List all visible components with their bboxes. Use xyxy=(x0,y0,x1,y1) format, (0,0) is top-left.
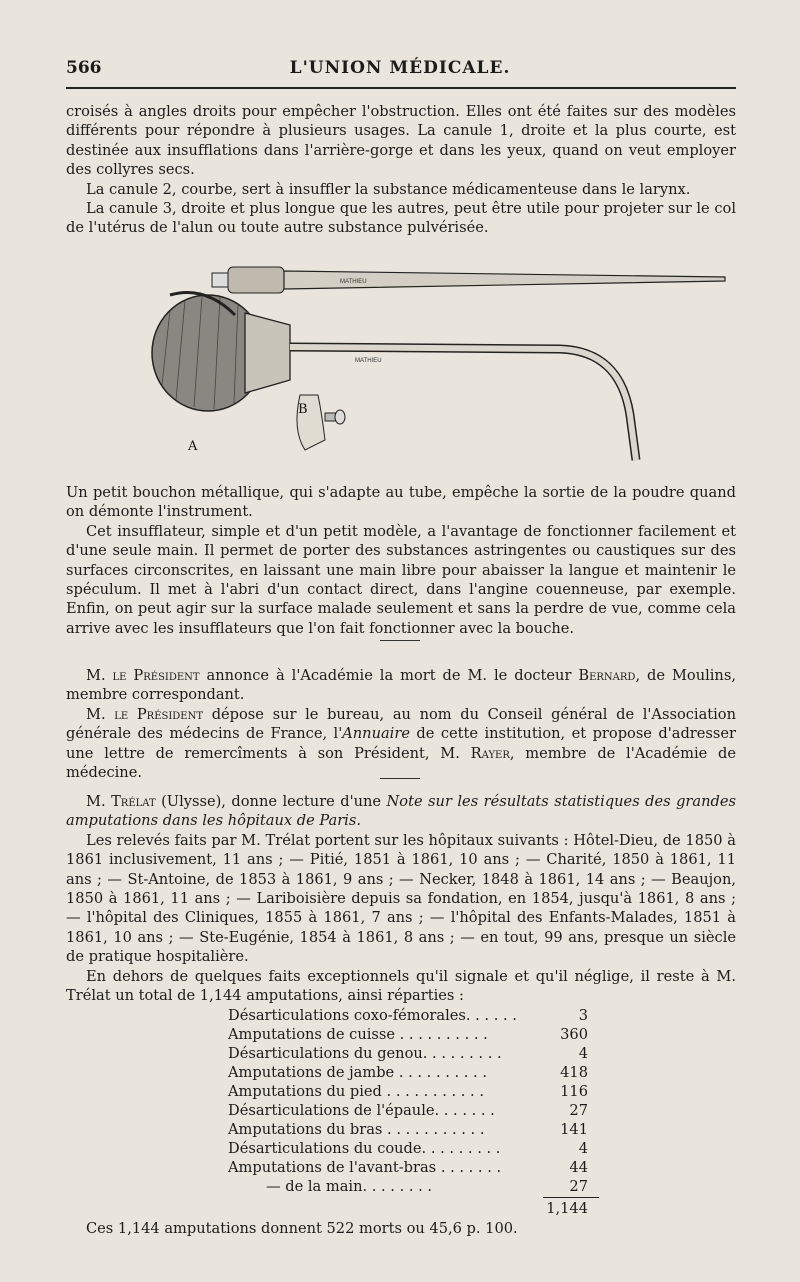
table-row: Amputations de l'avant-bras . . . . . . . 44 xyxy=(228,1159,588,1176)
total-rule xyxy=(543,1197,599,1198)
table-row: — de la main. . . . . . . . 27 xyxy=(266,1178,588,1195)
section-rule xyxy=(380,778,420,779)
table-row: Désarticulations du genou. . . . . . . . . 4 xyxy=(228,1045,588,1062)
table-row: Amputations de cuisse . . . . . . . . . . 360 xyxy=(228,1026,588,1043)
paragraph: M. le Président annonce à l'Académie la mort de M. le docteur Bernard, de Moulins, membre correspondant. xyxy=(66,667,736,704)
table-row: Désarticulations de l'épaule. . . . . . . 27 xyxy=(228,1102,588,1119)
table-row: Désarticulations du coude. . . . . . . . . 4 xyxy=(228,1140,588,1157)
table-total: 1,144 xyxy=(546,1200,588,1217)
table-row: Désarticulations coxo-fémorales. . . . . . 3 xyxy=(228,1007,588,1024)
cannula-description xyxy=(66,102,736,238)
paragraph: En dehors de quelques faits exceptionnels qu'il signale et qu'il néglige, il reste à M. Trélat un total de 1,144 amputations, ainsi réparties : xyxy=(66,967,736,1005)
page-number: 566 xyxy=(66,58,102,78)
table-row: Amputations du bras . . . . . . . . . . . 141 xyxy=(228,1121,588,1138)
table-row: Amputations du pied . . . . . . . . . . . 116 xyxy=(228,1083,588,1100)
paragraph: M. Trélat (Ulysse), donne lecture d'une Note sur les résultats statistiques des grandes amputations dans les hôpitaux de Paris. xyxy=(66,793,736,830)
header-rule xyxy=(66,87,736,89)
label-b: B xyxy=(298,402,308,417)
section-rule xyxy=(380,640,420,641)
paragraph: M. le Président dépose sur le bureau, au nom du Conseil général de l'Association générale des médecins de France, l'Annuaire de cette institution, et propose d'adresser une lettre de remercîments à son Président, M. Rayer, membre de l'Académie de médecine. xyxy=(66,705,737,782)
paragraph: La canule 2, courbe, sert à insuffler la substance médicamenteuse dans le larynx. xyxy=(86,180,691,198)
engraving-mathieu-lower: MATHIEU xyxy=(355,358,382,364)
insufflator-description xyxy=(66,483,736,638)
paragraph: La canule 3, droite et plus longue que les autres, peut être utile pour projeter sur le col de l'utérus de l'alun ou toute autre substance pulvérisée. xyxy=(66,200,736,237)
president-announcements xyxy=(66,666,736,782)
journal-title: L'UNION MÉDICALE. xyxy=(289,58,511,78)
insufflator-illustration xyxy=(150,255,730,477)
engraving-mathieu-upper: MATHIEU xyxy=(340,279,367,285)
paragraph: Les relevés faits par M. Trélat portent sur les hôpitaux suivants : Hôtel-Dieu, de 1850 à 1861 inclusivement, 11 ans ; — Pitié, 1851 à 1861, 10 ans ; — Charité, 1850 à 1861, 11 ans ; — St-Antoine, de 1853 à 1861, 9 ans ; — Necker, 1848 à 1861, 14 ans ; — Beaujon, 1850 à 1861, 11 ans ; — Lariboisière depuis sa fondation, en 1854, jusqu'à 1861, 8 ans ; — l'hôpital des Cliniques, 1855 à 1861, 7 ans ; — l'hôpital des Enfants-Malades, 1851 à 1861, 10 ans ; — Ste-Eugénie, 1854 à 1861, 8 ans ; — en tout, 99 ans, presque un siècle de pratique hospitalière. xyxy=(66,831,736,966)
amputation-table xyxy=(228,1006,588,1196)
label-a: A xyxy=(188,439,198,454)
conclusion-line: Ces 1,144 amputations donnent 522 morts ou 45,6 p. 100. xyxy=(86,1220,518,1237)
trelat-note xyxy=(66,792,736,1005)
table-row: Amputations de jambe . . . . . . . . . . 418 xyxy=(228,1064,588,1081)
running-head xyxy=(66,58,734,82)
paragraph: Cet insufflateur, simple et d'un petit modèle, a l'avantage de fonctionner facilement et d'une seule main. Il permet de porter des substances astringentes ou caustiques sur des surfaces circonscrites, en laissant une main libre pour abaisser la langue et maintenir le spéculum. Il met à l'abri d'un contact direct, dans l'angine couenneuse, par exemple. Enfin, on peut agir sur la surface malade seulement et sans la perdre de vue, comme cela arrive avec les insufflateurs que l'on fait fonctionner avec la bouche. xyxy=(66,522,736,637)
paragraph: Un petit bouchon métallique, qui s'adapte au tube, empêche la sortie de la poudre quand on démonte l'instrument. xyxy=(66,484,736,521)
paragraph: croisés à angles droits pour empêcher l'obstruction. Elles ont été faites sur des modèles différents pour répondre à plusieurs usages. La canule 1, droite et la plus courte, est destinée aux insufflations dans l'arrière-gorge et dans les yeux, quand on veut employer des collyres secs. xyxy=(66,103,736,179)
